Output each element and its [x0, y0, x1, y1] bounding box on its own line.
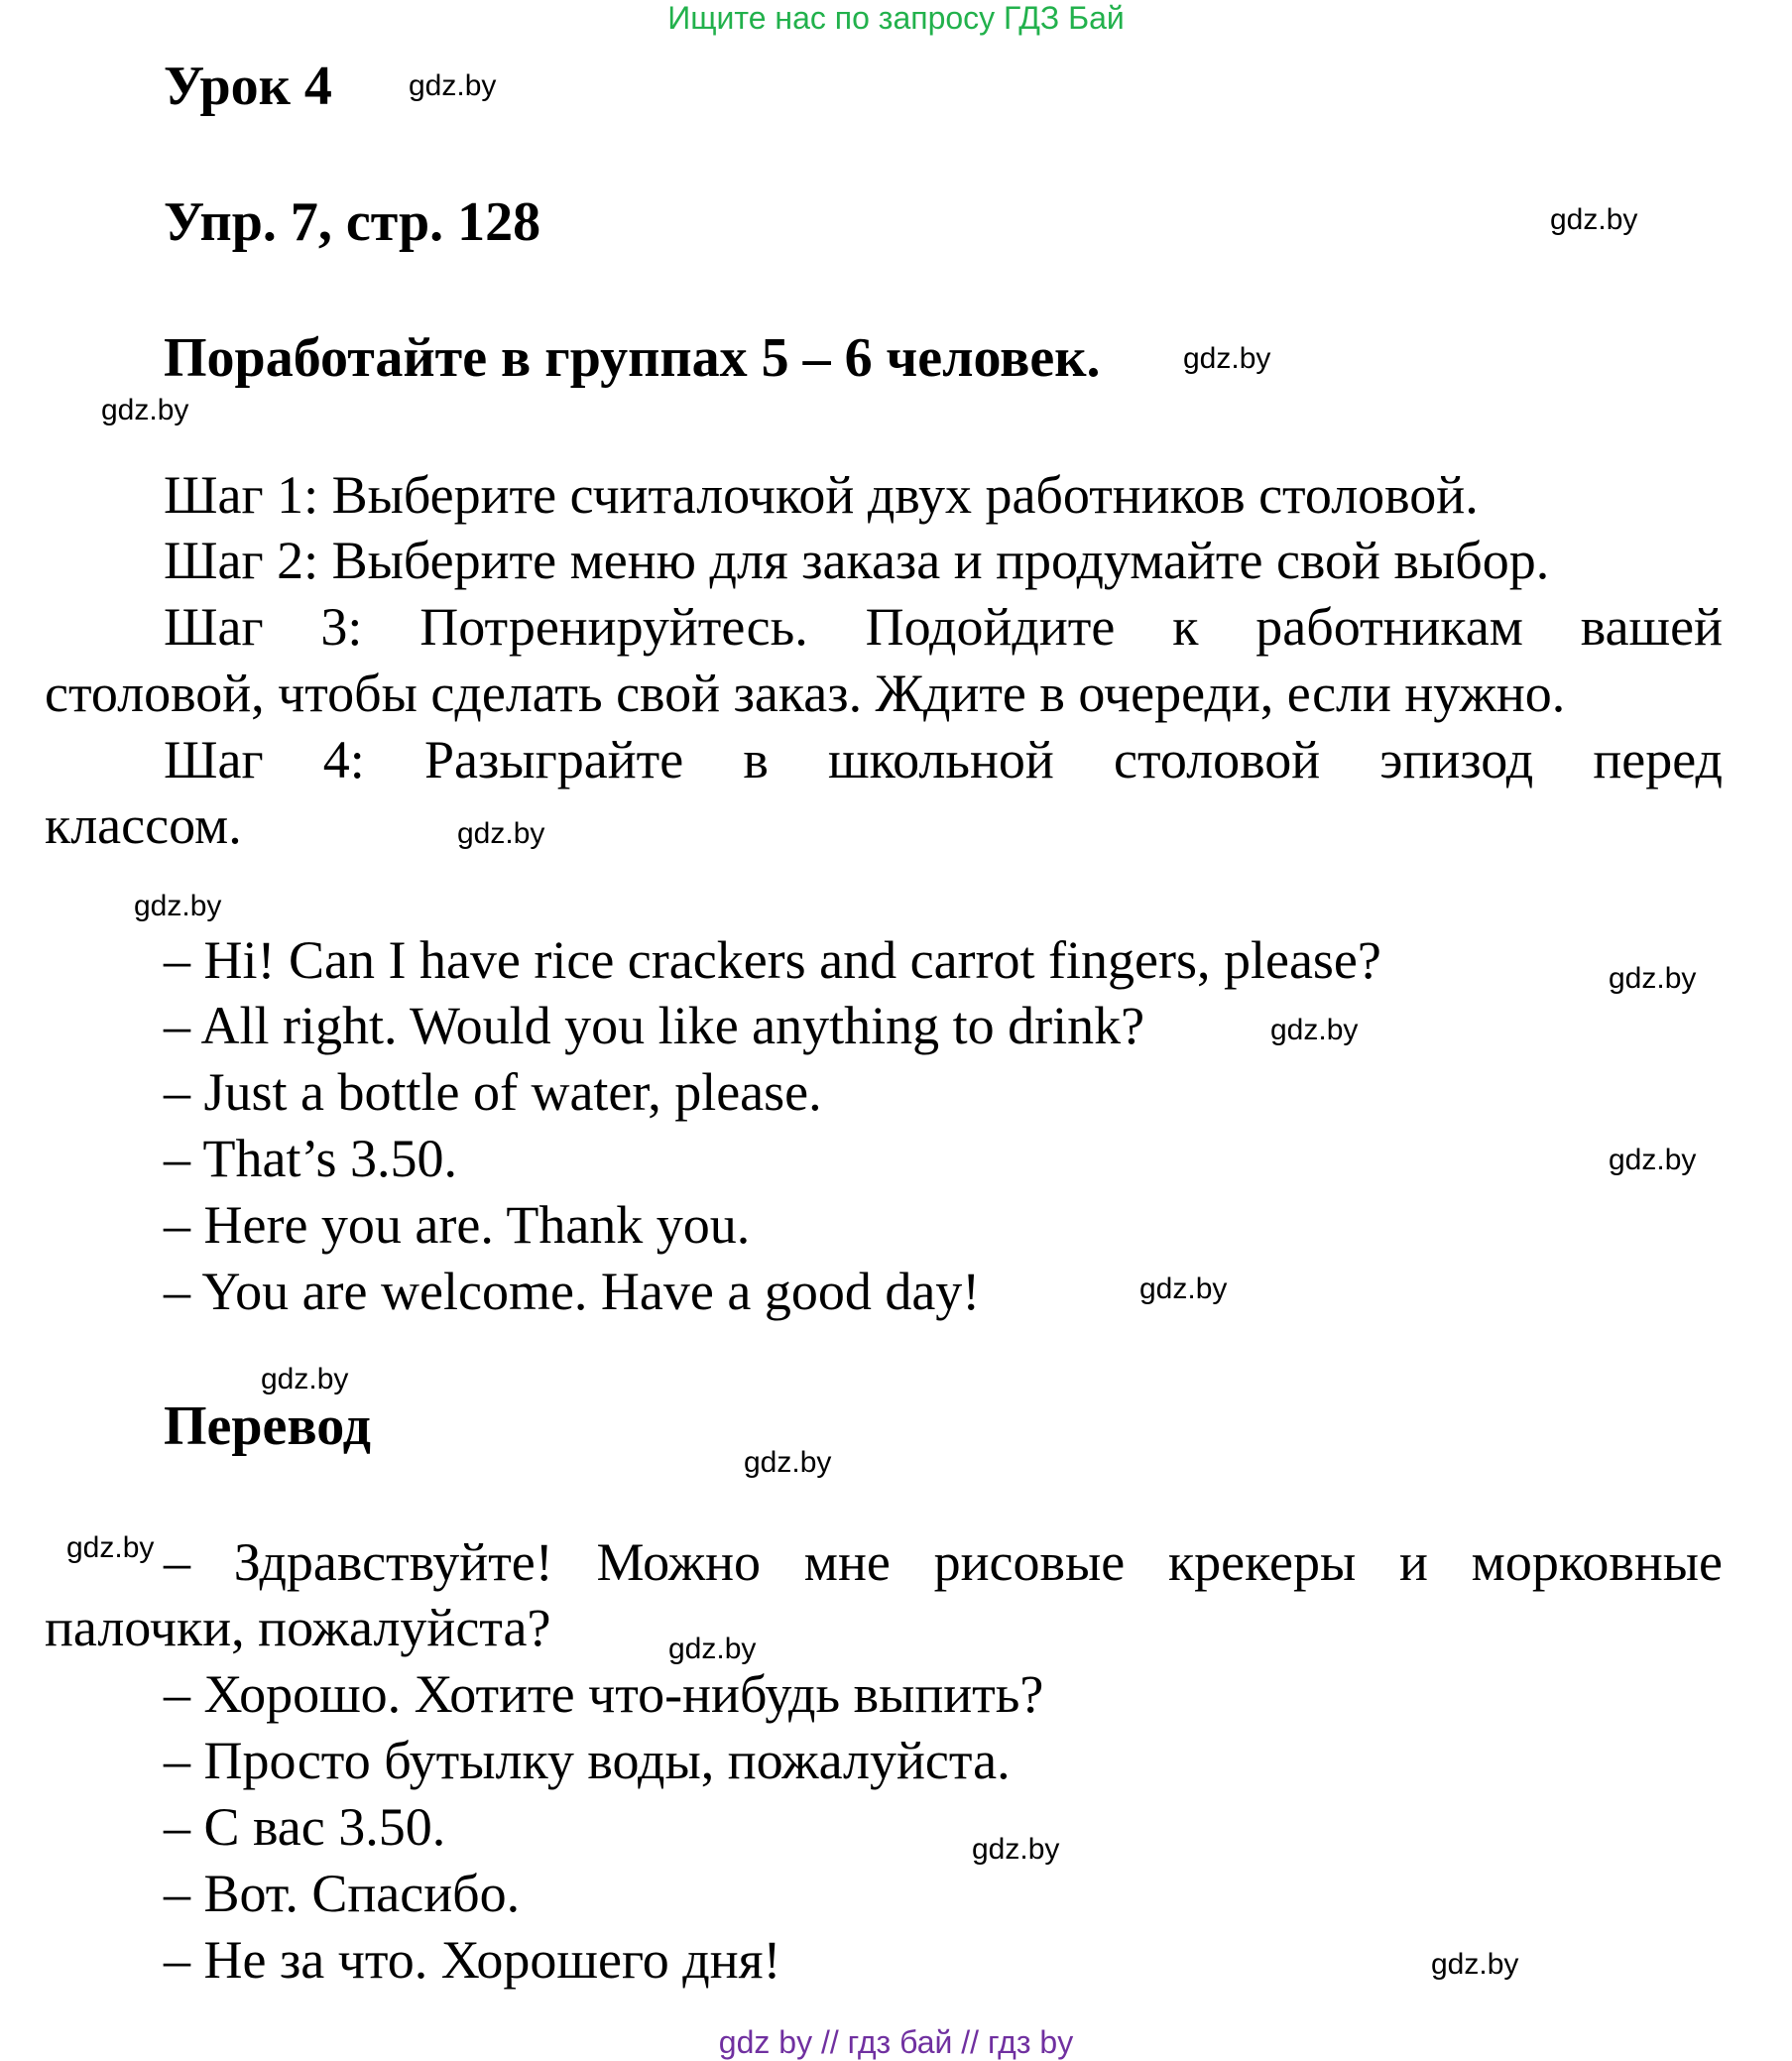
dialogue-ru-line: палочки, пожалуйста?	[45, 1598, 551, 1657]
watermark: gdz.by	[1609, 1144, 1697, 1176]
dialogue-ru-line: – Вот. Спасибо.	[164, 1864, 521, 1923]
dialogue-ru-line: – Хорошо. Хотите что-нибудь выпить?	[164, 1664, 1044, 1724]
dialogue-en-line: – Hi! Can I have rice crackers and carrot fingers, please?	[164, 930, 1381, 990]
watermark: gdz.by	[101, 394, 189, 426]
dialogue-ru-line: – Не за что. Хорошего дня!	[164, 1930, 781, 1990]
lesson-title: Урок 4	[164, 56, 332, 117]
watermark: gdz.by	[1183, 342, 1271, 375]
watermark: gdz.by	[134, 890, 222, 922]
watermark: gdz.by	[1139, 1273, 1228, 1305]
watermark: gdz.by	[744, 1446, 832, 1479]
translation-title: Перевод	[164, 1395, 371, 1457]
task-title: Поработайте в группах 5 – 6 человек.	[164, 327, 1101, 389]
watermark: gdz.by	[668, 1633, 757, 1665]
step-4-line-1: Шаг 4: Разыграйте в школьной столовой эпизод перед	[164, 730, 1723, 789]
dialogue-en-line: – Here you are. Thank you.	[164, 1195, 751, 1255]
watermark: gdz.by	[1270, 1014, 1359, 1046]
dialogue-ru-line: – С вас 3.50.	[164, 1797, 446, 1857]
watermark: gdz.by	[1550, 203, 1638, 236]
watermark: gdz.by	[457, 817, 545, 850]
dialogue-en-line: – You are welcome. Have a good day!	[164, 1262, 981, 1321]
step-1: Шаг 1: Выберите считалочкой двух работников столовой.	[164, 465, 1479, 525]
step-2: Шаг 2: Выберите меню для заказа и продумайте свой выбор.	[164, 531, 1550, 590]
dialogue-ru-line: – Просто бутылку воды, пожалуйста.	[164, 1731, 1011, 1790]
step-3-line-1: Шаг 3: Потренируйтесь. Подойдите к работникам вашей	[164, 597, 1723, 657]
dialogue-en-line: – That’s 3.50.	[164, 1129, 457, 1188]
step-3-line-2: столовой, чтобы сделать свой заказ. Ждите в очереди, если нужно.	[45, 664, 1566, 723]
top-banner[interactable]: Ищите нас по запросу ГДЗ Бай	[667, 0, 1125, 36]
watermark: gdz.by	[1609, 962, 1697, 995]
watermark: gdz.by	[409, 69, 497, 102]
step-4-line-2: классом.	[45, 795, 242, 855]
watermark: gdz.by	[972, 1833, 1060, 1866]
dialogue-en-line: – Just a bottle of water, please.	[164, 1062, 822, 1122]
exercise-title: Упр. 7, стр. 128	[164, 191, 541, 253]
watermark: gdz.by	[1431, 1948, 1519, 1981]
watermark: gdz.by	[66, 1531, 155, 1564]
watermark: gdz.by	[261, 1363, 349, 1395]
dialogue-en-line: – All right. Would you like anything to drink?	[164, 996, 1145, 1055]
dialogue-ru-line: – Здравствуйте! Можно мне рисовые крекеры и морковные	[164, 1532, 1723, 1592]
footer-links[interactable]: gdz by // гдз бай // гдз by	[718, 2024, 1074, 2060]
